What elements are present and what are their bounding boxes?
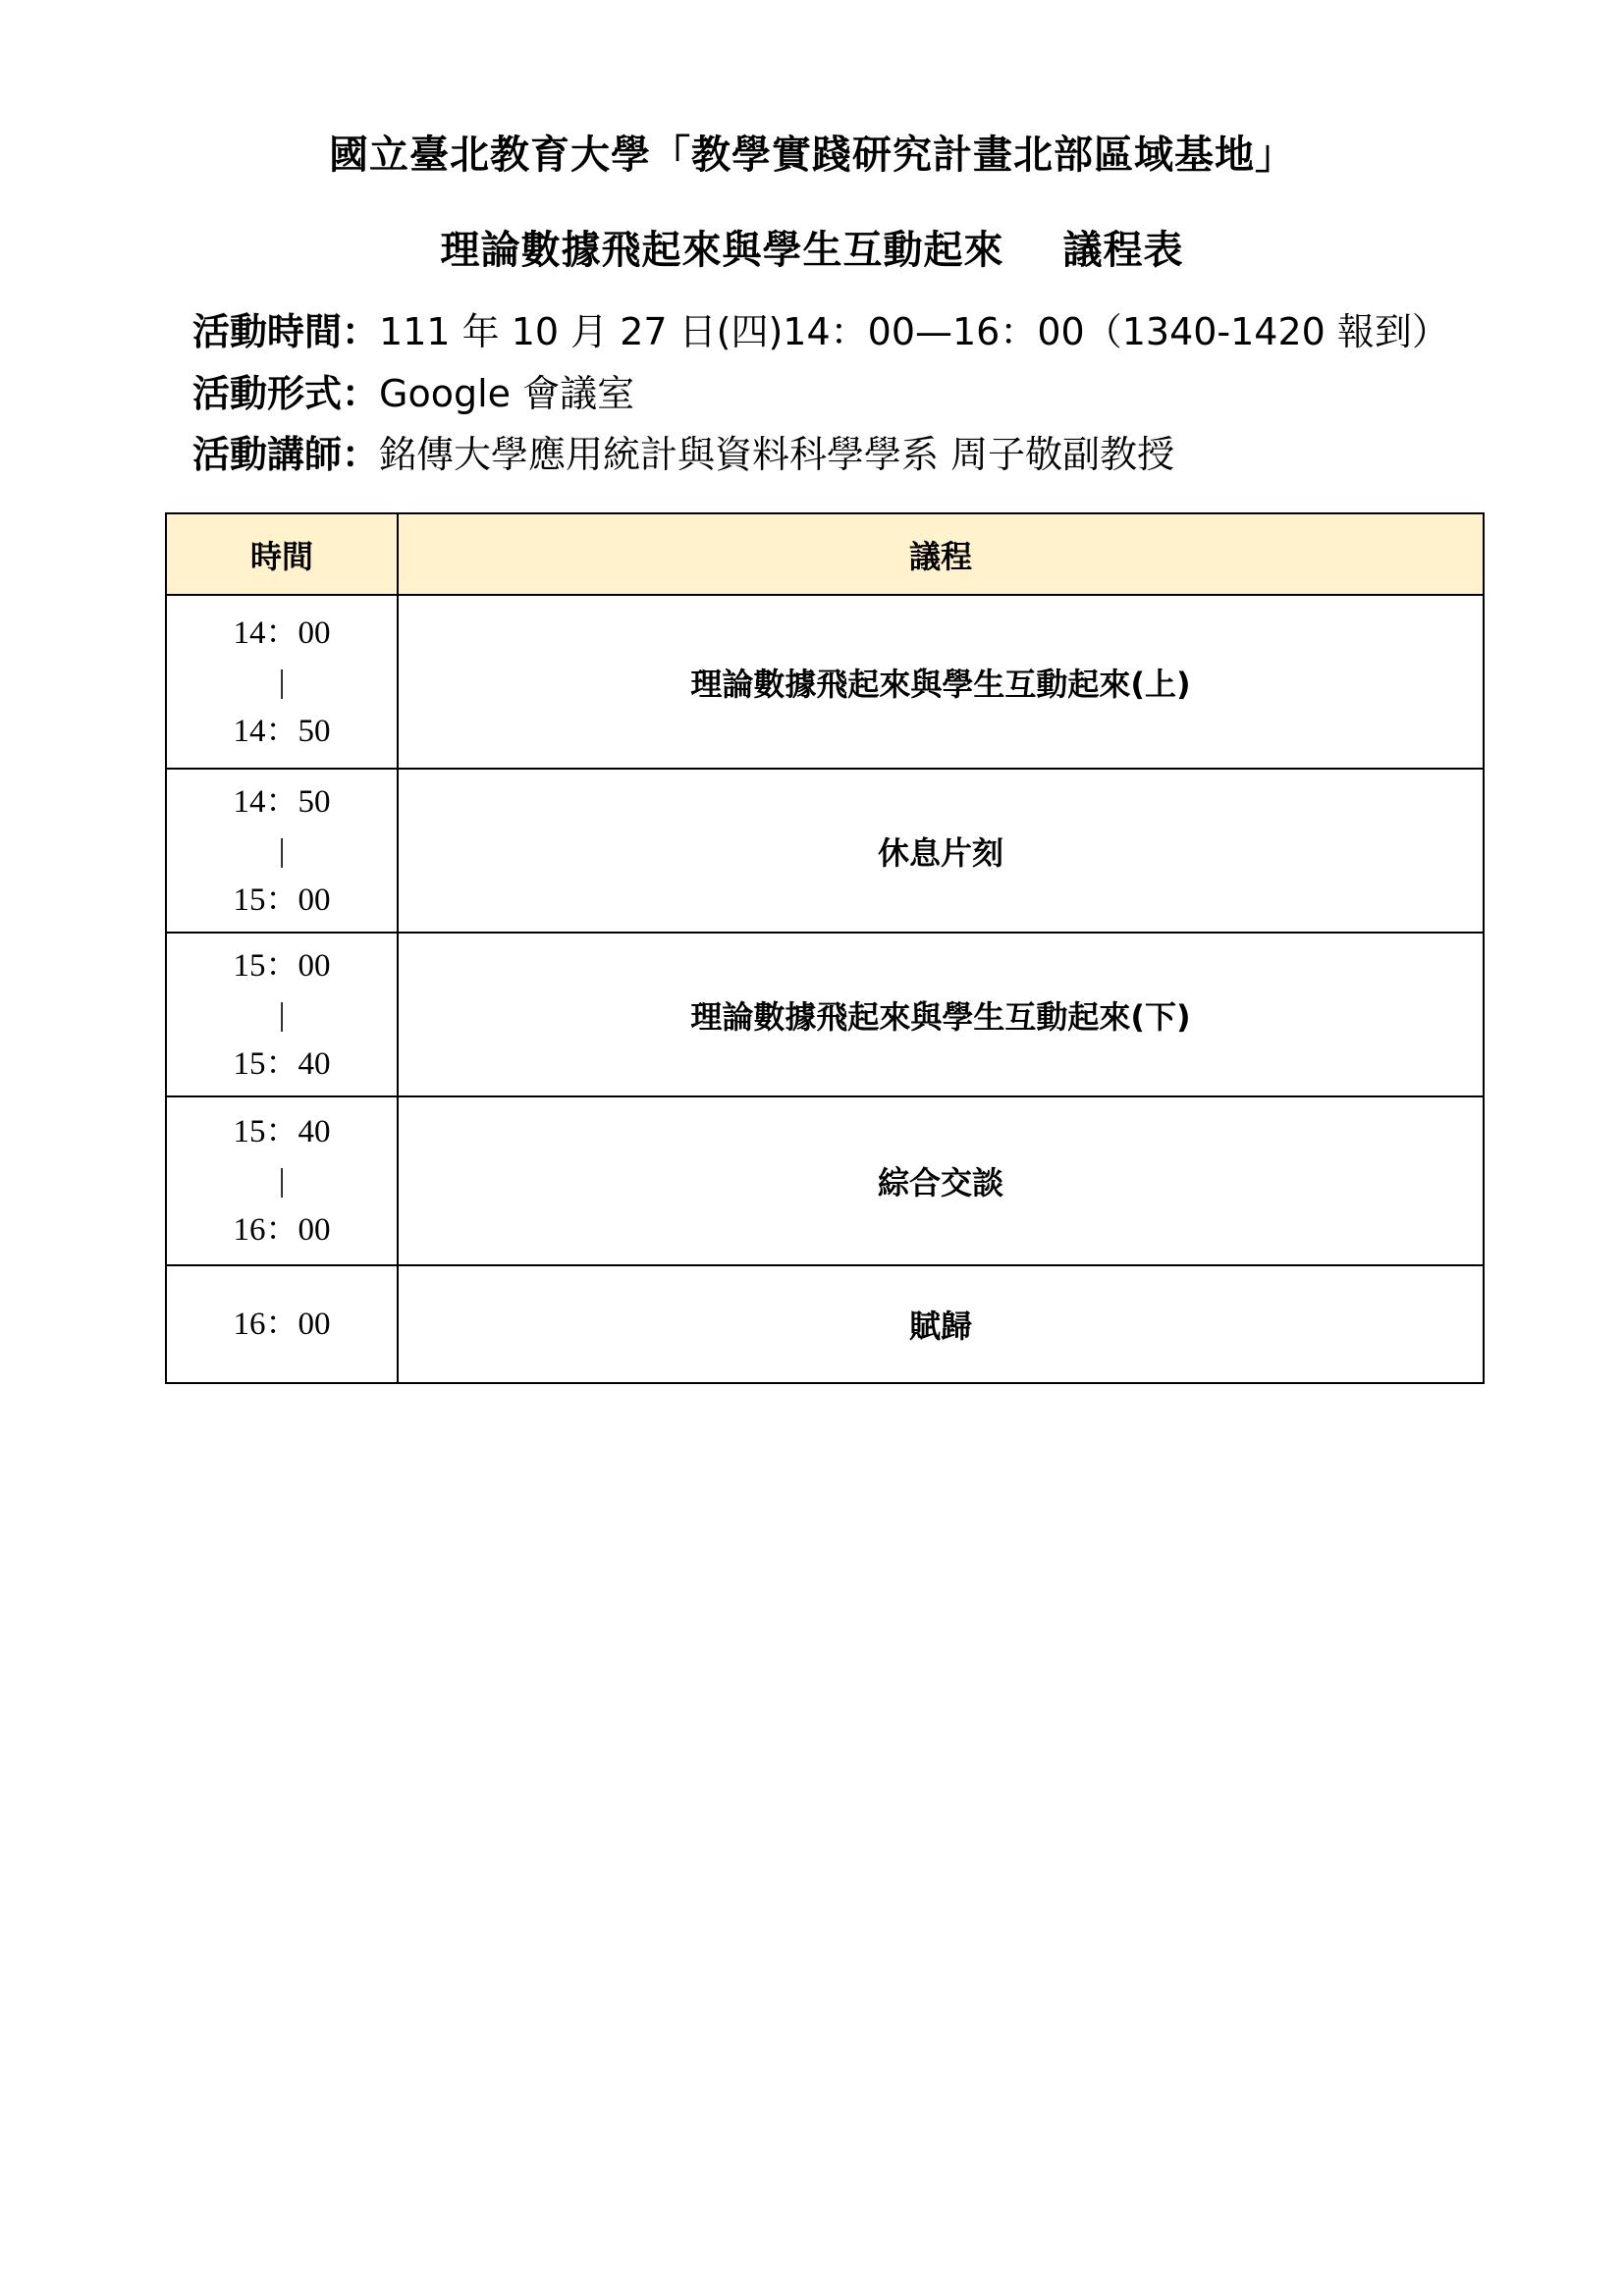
time-cell [166,1265,398,1383]
table-row [166,1265,1484,1383]
time-end: 16：00 [233,1212,331,1248]
time-cell [166,595,398,769]
agenda-cell: 理論數據飛起來與學生互動起來(下) [398,933,1484,1096]
header-agenda: 議程 [398,513,1484,595]
info-time [192,301,1449,355]
time-start: 14：00 [233,614,331,651]
agenda-cell: 理論數據飛起來與學生互動起來(上) [398,595,1484,769]
table-row [166,1096,1484,1265]
info-format [192,363,634,417]
time-cell [166,1096,398,1265]
info-speaker-label: 活動講師： [192,433,380,476]
table-row [166,933,1484,1096]
time-start: 16：00 [233,1307,331,1342]
header-time: 時間 [166,513,398,595]
agenda-table [165,512,1485,1384]
info-speaker-value: 銘傳大學應用統計與資料科學學系 周子敬副教授 [379,433,1175,476]
time-start: 15：40 [233,1114,331,1149]
agenda-cell: 綜合交談 [398,1096,1484,1265]
time-end: 15：00 [233,881,331,918]
subtitle-main: 理論數據飛起來與學生互動起來 [440,228,1004,273]
time-separator: | [278,664,286,700]
time-end: 15：40 [233,1045,331,1082]
document-subtitle [0,219,1624,275]
document-title: 國立臺北教育大學「教學實踐研究計畫北部區域基地」 [329,133,1295,178]
table-header-row [166,513,1484,595]
time-separator: | [278,996,286,1033]
info-speaker [192,424,1174,478]
subtitle-suffix: 議程表 [1062,228,1184,273]
info-format-label: 活動形式： [192,372,380,415]
time-cell [166,769,398,933]
info-time-label: 活動時間： [192,310,380,353]
table-row [166,595,1484,769]
info-time-value: 111 年 10 月 27 日(四)14：00—16：00（1340-1420 報到） [379,310,1449,353]
agenda-cell: 休息片刻 [398,769,1484,933]
time-start: 15：00 [233,947,331,984]
agenda-cell: 賦歸 [398,1265,1484,1383]
time-separator: | [278,1163,286,1199]
time-start: 14：50 [233,783,331,820]
time-separator: | [278,832,286,869]
time-end: 14：50 [233,713,331,749]
table-row [166,769,1484,933]
info-format-value: Google 會議室 [379,372,635,415]
time-cell [166,933,398,1096]
